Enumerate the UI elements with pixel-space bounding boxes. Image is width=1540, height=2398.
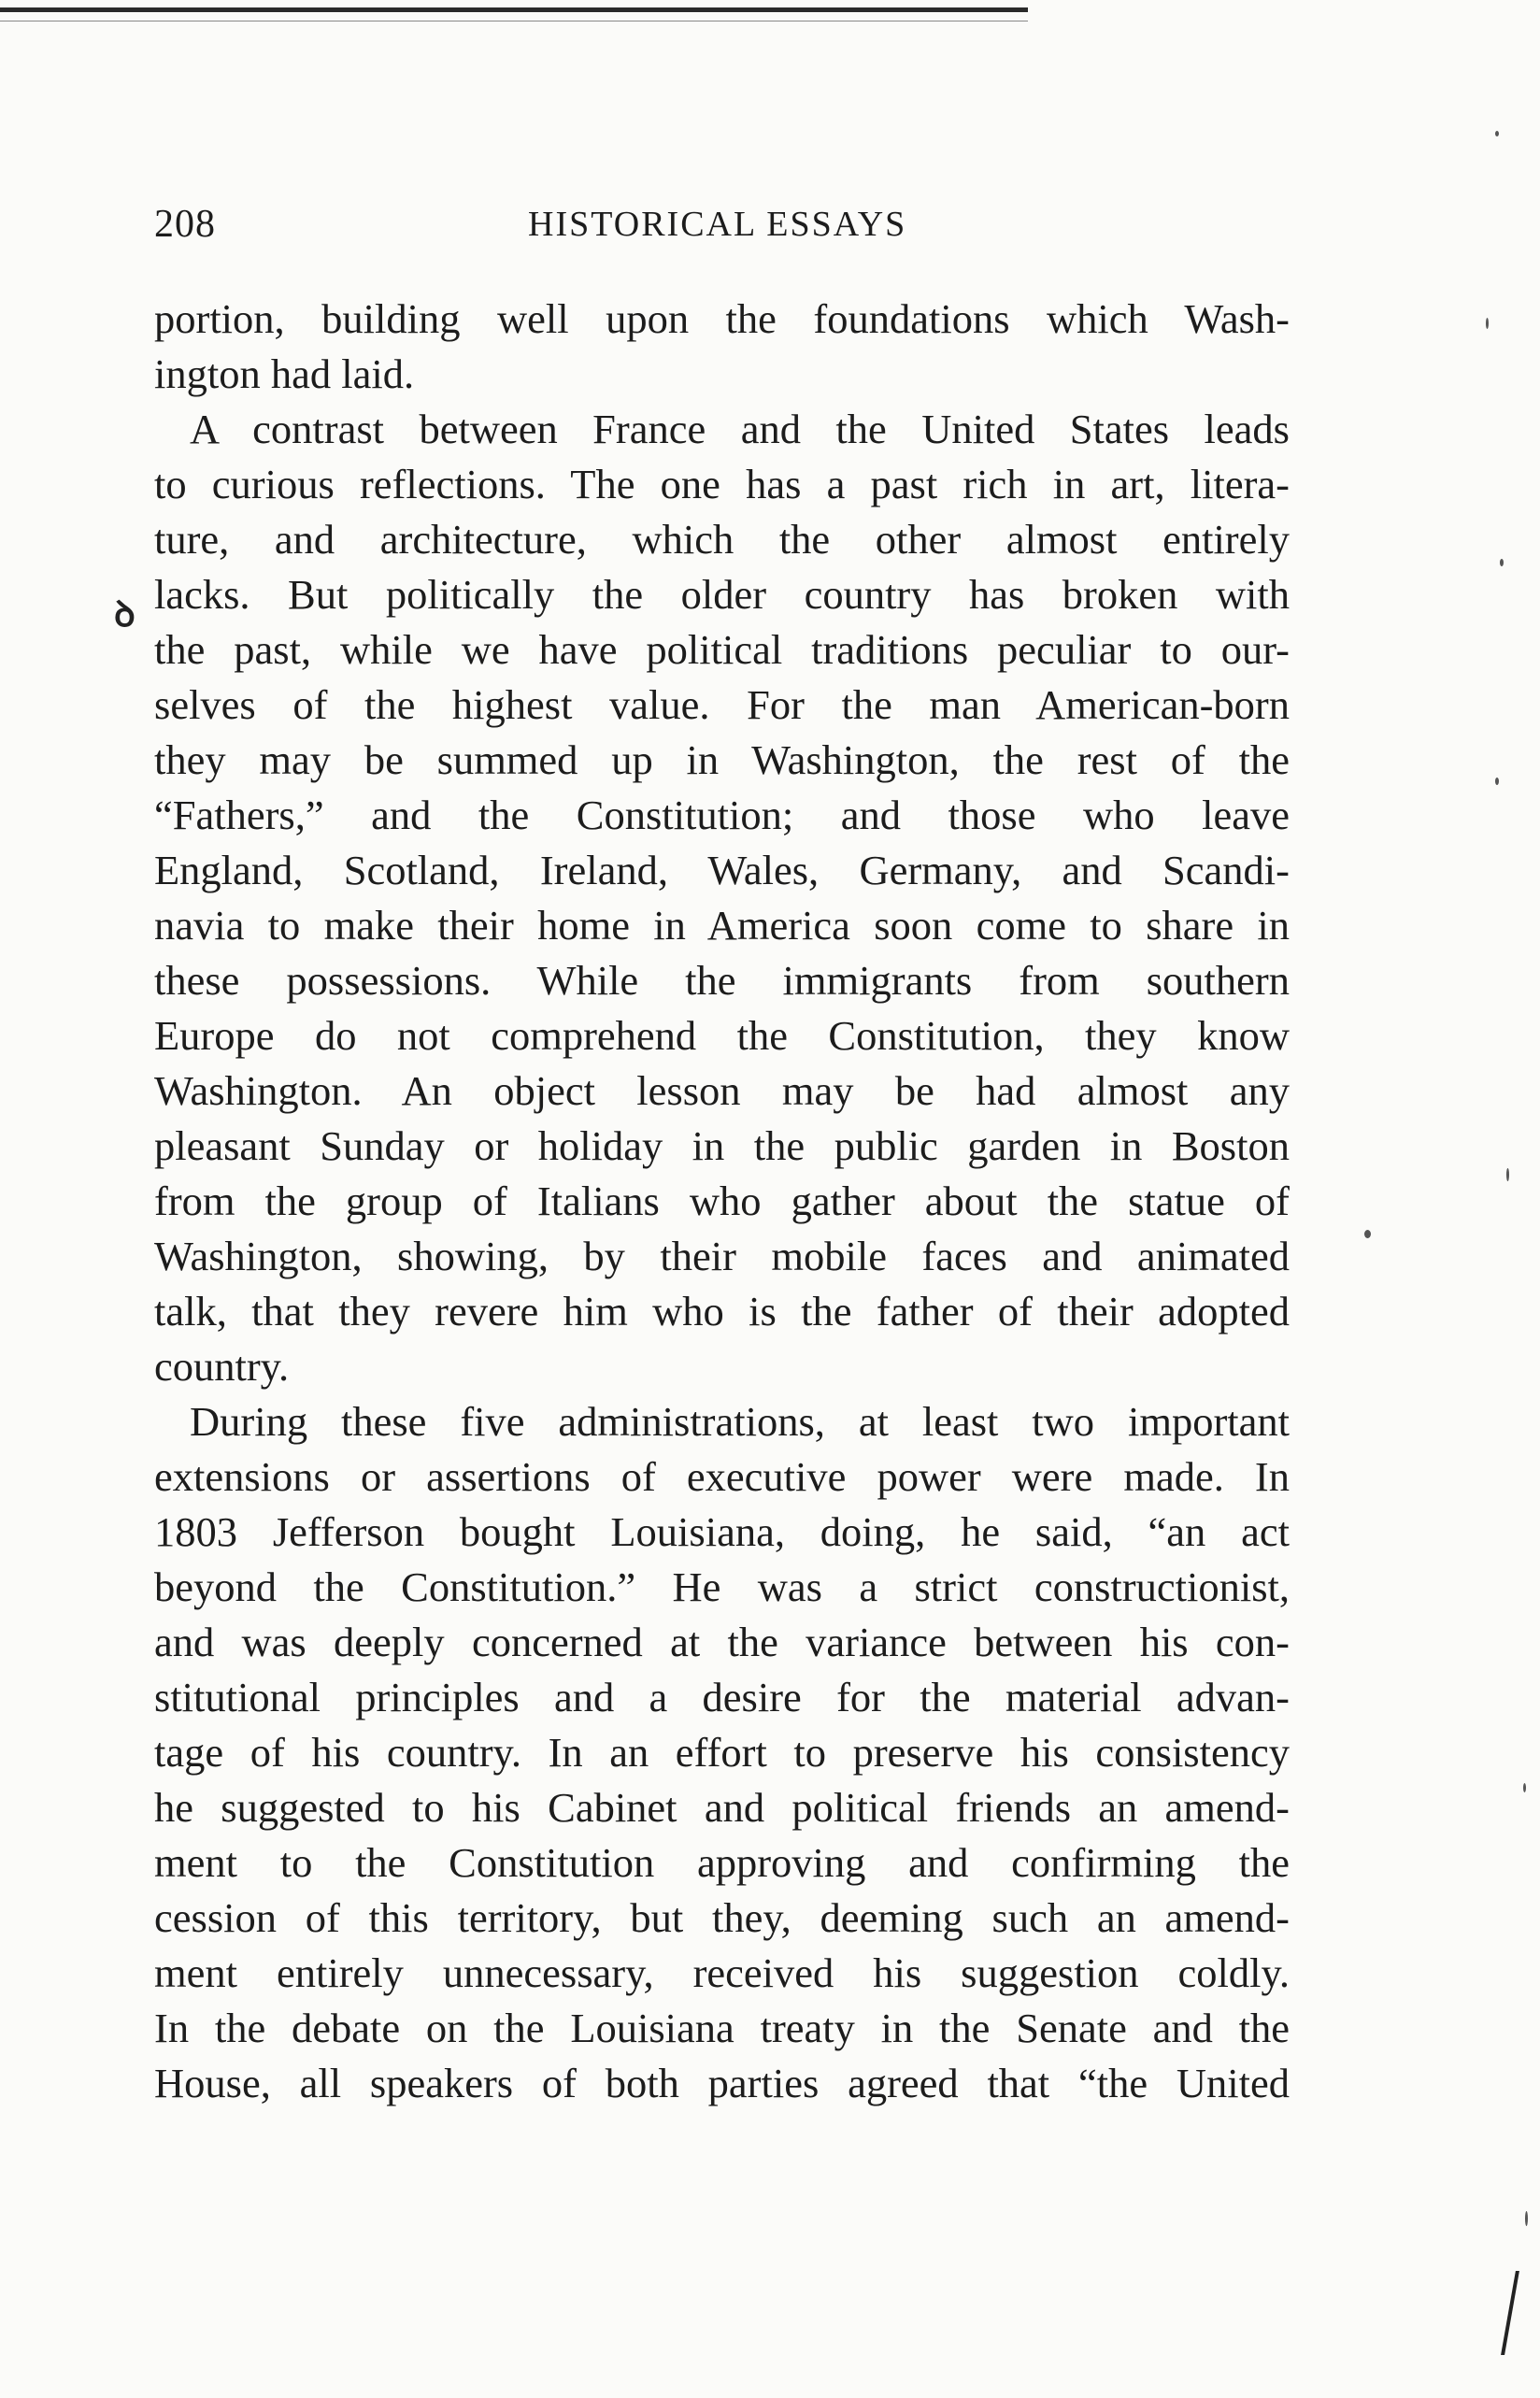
scan-speck (1506, 1168, 1509, 1181)
text-line: Washington, showing, by their mobile faces and animated (154, 1233, 1290, 1279)
text-line: 1803 Jefferson bought Louisiana, doing, he said, “an act (154, 1508, 1290, 1555)
scan-speck (1486, 318, 1489, 329)
text-line: talk, that they revere him who is the father of their adopted (154, 1288, 1290, 1335)
text-line: country. (154, 1343, 290, 1390)
text-line: extensions or assertions of executive power were made. In (154, 1453, 1290, 1500)
text-line: and was deeply concerned at the variance between his con- (154, 1619, 1290, 1665)
text-line: he suggested to his Cabinet and political friends an amend- (154, 1784, 1290, 1831)
text-line: portion, building well upon the foundations which Wash- (154, 295, 1290, 342)
text-line: ment entirely unnecessary, received his suggestion coldly. (154, 1949, 1290, 1996)
scan-speck (1495, 778, 1499, 785)
scan-speck (1523, 1783, 1526, 1792)
text-line: ment to the Constitution approving and confirming the (154, 1839, 1290, 1886)
text-line: cession of this territory, but they, deeming such an amend- (154, 1894, 1290, 1941)
text-line: ture, and architecture, which the other almost entirely (154, 516, 1290, 563)
margin-note: ꝺ (114, 595, 135, 635)
text-line: England, Scotland, Ireland, Wales, Germany, and Scandi- (154, 847, 1290, 893)
text-line: selves of the highest value. For the man American-born (154, 681, 1290, 728)
text-line: House, all speakers of both parties agreed that “the United (154, 2060, 1290, 2106)
text-line: stitutional principles and a desire for the material advan- (154, 1674, 1290, 1720)
scan-speck (1525, 2211, 1528, 2226)
text-line: the past, while we have political traditions peculiar to our- (154, 626, 1290, 673)
body-text (154, 292, 1290, 2111)
text-line: During these five administrations, at least two important (190, 1398, 1290, 1445)
edge-mark (1501, 2271, 1529, 2355)
text-line: these possessions. While the immigrants from southern (154, 957, 1290, 1004)
text-line: “Fathers,” and the Constitution; and those who leave (154, 792, 1290, 838)
scan-speck (1495, 131, 1499, 136)
text-line: pleasant Sunday or holiday in the public garden in Boston (154, 1122, 1290, 1169)
text-line: ington had laid. (154, 350, 415, 397)
page-number: 208 (154, 203, 216, 246)
text-line: from the group of Italians who gather about the statue of (154, 1178, 1290, 1224)
text-line: beyond the Constitution.” He was a strict constructionist, (154, 1563, 1290, 1610)
text-line: Washington. An object lesson may be had almost any (154, 1067, 1290, 1114)
text-line: Europe do not comprehend the Constitution, they know (154, 1012, 1290, 1059)
running-head: HISTORICAL ESSAYS (528, 205, 907, 244)
text-line: navia to make their home in America soon come to share in (154, 902, 1290, 949)
text-line: A contrast between France and the United States leads (190, 406, 1290, 452)
text-line: lacks. But politically the older country has broken with (154, 571, 1290, 618)
text-line: tage of his country. In an effort to preserve his consistency (154, 1729, 1290, 1776)
text-line: In the debate on the Louisiana treaty in the Senate and the (154, 2005, 1290, 2051)
top-rule (0, 7, 1028, 12)
text-line: to curious reflections. The one has a past rich in art, litera- (154, 461, 1290, 507)
scan-speck (1500, 559, 1504, 566)
text-line: they may be summed up in Washington, the rest of the (154, 736, 1290, 783)
scan-speck (1364, 1230, 1371, 1238)
